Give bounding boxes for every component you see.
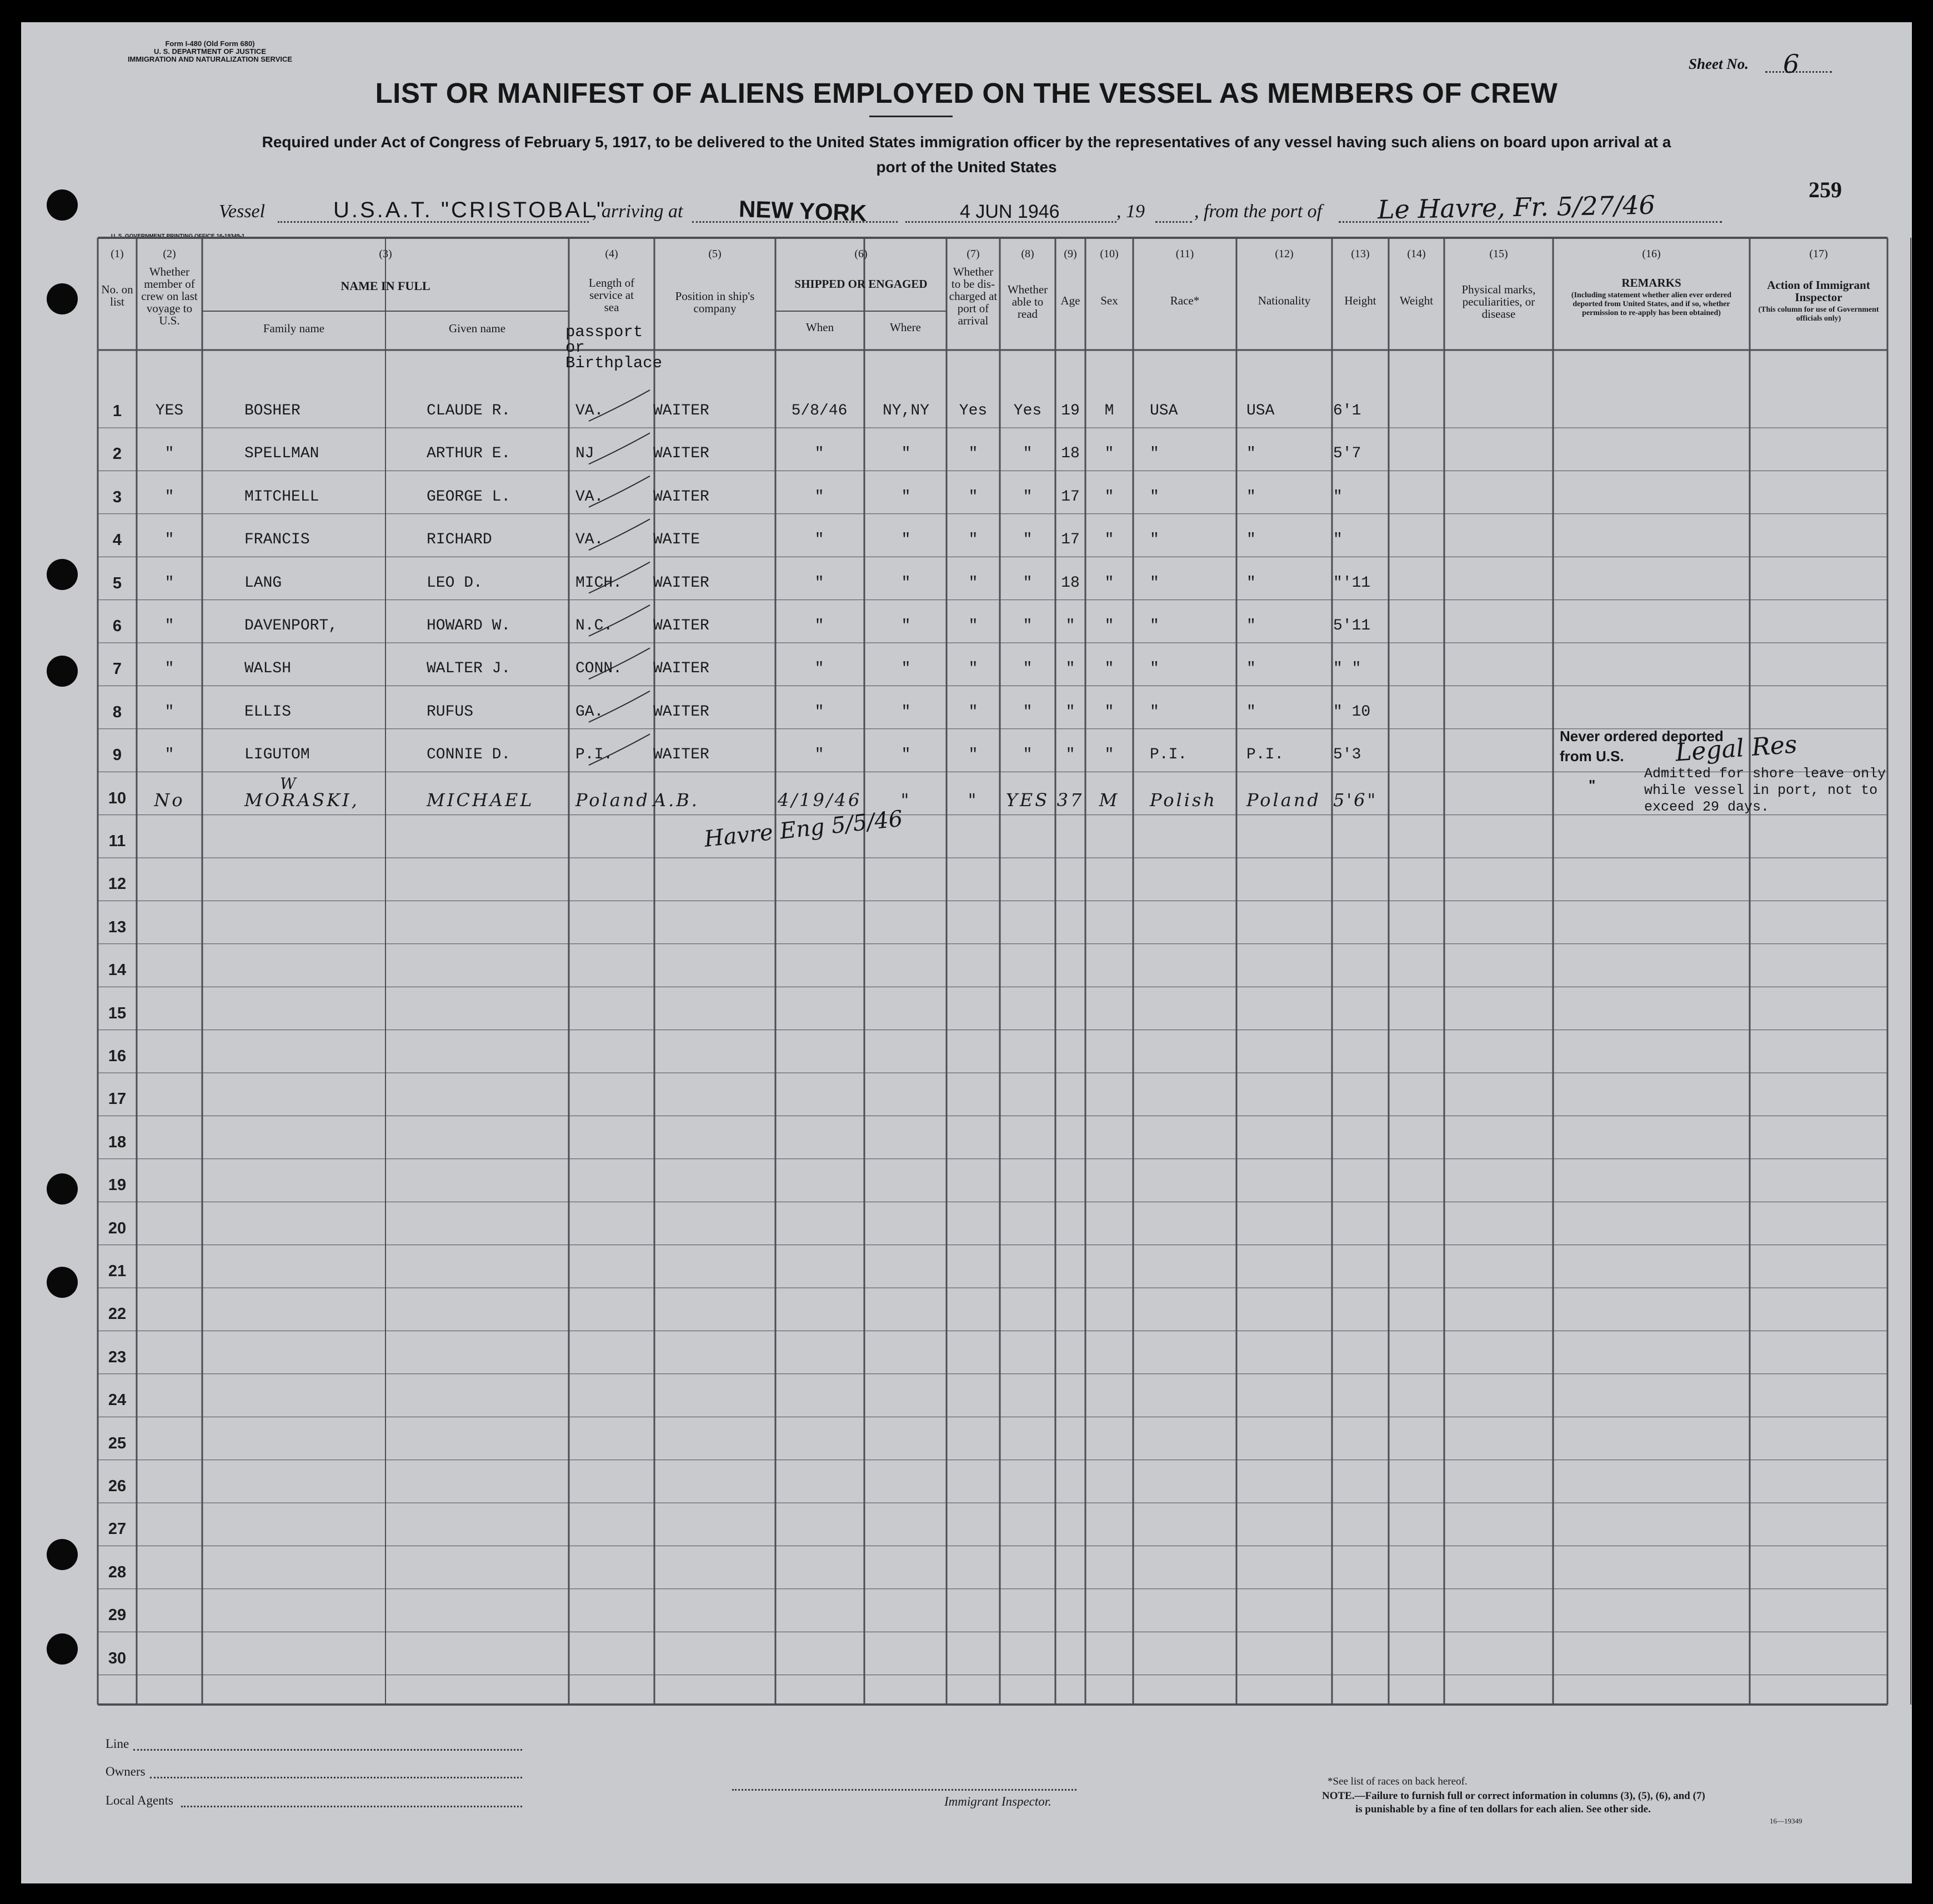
cell-when: "	[814, 488, 824, 506]
punch-hole	[47, 656, 78, 687]
column-label: NAME IN FULL	[340, 279, 430, 293]
cell-nationality: "	[1246, 445, 1256, 463]
cell-given: CONNIE D.	[427, 746, 511, 764]
cell-position: WAITER	[653, 660, 709, 678]
cell-crew: "	[164, 746, 174, 764]
arriving-label: , arriving at	[592, 201, 683, 222]
handwritten-name-correction: W	[280, 774, 296, 793]
column-number: (7)	[966, 248, 980, 260]
inspector-signature-line	[732, 1789, 1076, 1791]
cell-crew: "	[164, 703, 174, 721]
row-number: 20	[108, 1219, 127, 1237]
form-id-block	[110, 40, 310, 63]
column-number: (10)	[1100, 248, 1119, 260]
column-label: Physical marks, peculiarities, or disease	[1461, 283, 1536, 321]
cell-nationality: "	[1246, 660, 1256, 678]
cell-nationality: P.I.	[1246, 746, 1284, 764]
subtitle-line-2: port of the United States	[876, 158, 1057, 176]
cell-height: "'11	[1333, 574, 1371, 592]
cell-sex: "	[1104, 703, 1114, 721]
cell-read: "	[1023, 746, 1033, 764]
punch-hole	[47, 1267, 78, 1298]
cell-discharged: "	[968, 660, 978, 678]
column-label: Position in ship's company	[675, 289, 755, 315]
cell-family: BOSHER	[244, 402, 301, 419]
cell-where: "	[900, 789, 912, 811]
column-number: (9)	[1064, 248, 1077, 260]
cell-crew: YES	[155, 402, 184, 419]
cell-where: "	[901, 445, 911, 463]
cell-where: NY,NY	[882, 402, 929, 419]
cell-position: WAITER	[653, 488, 709, 506]
column-number: (15)	[1489, 248, 1508, 260]
remarks-shore-leave-1: Admitted for shore leave only	[1644, 766, 1886, 782]
cell-height: 5'11	[1333, 617, 1371, 634]
column-number: (4)	[605, 248, 618, 260]
column-number: (13)	[1351, 248, 1370, 260]
column-number: (12)	[1275, 248, 1294, 260]
cell-sex: "	[1104, 746, 1114, 764]
column-number: (17)	[1809, 248, 1828, 260]
cell-nationality: Poland	[1246, 789, 1321, 811]
cell-height: 5'7	[1333, 445, 1361, 463]
row-number: 13	[108, 918, 127, 936]
cell-race: "	[1150, 531, 1159, 549]
cell-sex: "	[1104, 574, 1114, 592]
vessel-label: Vessel	[219, 201, 266, 222]
cell-given: HOWARD W.	[427, 617, 511, 634]
cell-when: "	[814, 445, 824, 463]
cell-position: A.B.	[653, 789, 699, 811]
inspector-column-note: (This column for use of Government officials only)	[1758, 306, 1879, 323]
row-number: 26	[108, 1477, 127, 1495]
cell-family: MITCHELL	[244, 488, 319, 506]
cell-nationality: "	[1246, 488, 1256, 506]
cell-crew: "	[164, 574, 174, 592]
row-number: 28	[108, 1563, 127, 1581]
cell-where: "	[901, 617, 911, 634]
cell-sex: M	[1099, 789, 1120, 811]
cell-height: "	[1333, 531, 1343, 549]
punch-hole	[47, 189, 78, 221]
where-subheader: Where	[890, 321, 921, 334]
cell-discharged: "	[968, 703, 978, 721]
remarks-instructions: (Including statement whether alien ever ordered deported from United States, and if so, whether permission to re-apply has been obtained)	[1571, 291, 1732, 317]
cell-race: "	[1150, 617, 1159, 634]
cell-where: "	[901, 660, 911, 678]
column-number: (2)	[163, 248, 176, 260]
cell-sex: "	[1104, 488, 1114, 506]
cell-age: 17	[1061, 531, 1080, 549]
row-number: 23	[108, 1348, 127, 1366]
form-service: IMMIGRATION AND NATURALIZATION SERVICE	[127, 55, 293, 63]
cell-read: "	[1023, 660, 1033, 678]
remarks-shore-leave-2: while vessel in port, not to	[1644, 782, 1878, 798]
archive-stamp-number: 259	[1809, 177, 1842, 202]
subtitle-line-1: Required under Act of Congress of February 5, 1917, to be delivered to the United States immigration officer by the representatives of any vessel having such aliens on board upon arrival at a	[262, 133, 1671, 151]
cell-read: YES	[1005, 789, 1050, 811]
cell-read: "	[1023, 703, 1033, 721]
cell-when: "	[814, 574, 824, 592]
form-number: Form I-480 (Old Form 680)	[165, 39, 255, 48]
row-number: 30	[108, 1649, 127, 1667]
arrival-date: 4 JUN 1946	[960, 201, 1060, 222]
inspector-label: Immigrant Inspector.	[944, 1795, 1051, 1808]
column-number: (3)	[379, 248, 392, 260]
cell-race: "	[1150, 660, 1159, 678]
cell-where: "	[901, 488, 911, 506]
row-number: 11	[108, 832, 126, 850]
cell-position: WAITE	[653, 531, 700, 549]
footer-owners-field	[150, 1777, 522, 1778]
cell-service: GA.	[575, 703, 604, 721]
cell-read: Yes	[1013, 402, 1042, 419]
row-number: 4	[112, 531, 122, 549]
cell-sex: "	[1104, 617, 1114, 634]
races-note: *See list of races on back hereof.	[1328, 1776, 1468, 1787]
column-label: Whether member of crew on last voyage to U.S.	[141, 265, 198, 327]
from-port-label: , from the port of	[1194, 201, 1323, 222]
column-number: (5)	[708, 248, 722, 260]
punch-hole	[47, 1633, 78, 1665]
cell-age: 18	[1061, 574, 1080, 592]
cell-service: NJ	[575, 445, 594, 463]
cell-discharged: Yes	[959, 402, 988, 419]
row-number: 8	[112, 703, 122, 721]
row-number: 19	[108, 1176, 127, 1195]
row-number: 10	[108, 789, 127, 807]
cell-nationality: "	[1246, 703, 1256, 721]
column-label: Sex	[1100, 294, 1118, 307]
cell-discharged: "	[968, 789, 979, 811]
footer-line-field	[133, 1749, 522, 1751]
cell-race: P.I.	[1150, 746, 1188, 764]
column-number: (8)	[1021, 248, 1034, 260]
form-department: U. S. DEPARTMENT OF JUSTICE	[154, 47, 266, 56]
cell-family: SPELLMAN	[244, 445, 319, 463]
column-number: (11)	[1175, 248, 1194, 260]
cell-service: MICH.	[575, 574, 623, 592]
column-number: (6)	[854, 248, 868, 260]
remarks-handwritten-legal-res: Legal Res	[1674, 730, 1798, 767]
column-label: Height	[1344, 294, 1376, 307]
when-subheader: When	[805, 321, 834, 334]
cell-sex: "	[1104, 531, 1114, 549]
cell-when: 5/8/46	[791, 402, 848, 419]
cell-age: "	[1065, 617, 1075, 634]
cell-height: 5'3	[1333, 746, 1361, 764]
cell-where: "	[901, 531, 911, 549]
cell-nationality: "	[1246, 574, 1256, 592]
cell-when: "	[814, 617, 824, 634]
column-label: Weight	[1399, 294, 1434, 307]
cell-age: "	[1065, 746, 1075, 764]
cell-family: MORASKI,	[244, 789, 359, 811]
cell-discharged: "	[968, 445, 978, 463]
handwritten-discharge-note: Havre Eng 5/5/46	[703, 806, 904, 852]
cell-height: " "	[1333, 660, 1361, 678]
cell-crew: No	[154, 789, 185, 811]
year-line	[1155, 221, 1192, 223]
cell-family: LIGUTOM	[244, 746, 310, 764]
row-number: 15	[108, 1004, 127, 1022]
row-number: 6	[112, 617, 122, 635]
column-label: Whether to be dis-charged at port of arrival	[949, 265, 998, 327]
cell-race: "	[1150, 488, 1159, 506]
cell-race: USA	[1150, 402, 1178, 419]
column-label: Nationality	[1258, 294, 1311, 307]
cell-given: LEO D.	[427, 574, 483, 592]
column-number: (14)	[1407, 248, 1426, 260]
year-label: , 19	[1116, 201, 1145, 222]
row-number: 1	[112, 402, 122, 420]
remarks-never-deported: Never ordered deported	[1560, 728, 1724, 744]
row-number: 21	[108, 1262, 127, 1280]
punch-hole	[47, 1173, 78, 1205]
punch-hole	[47, 283, 78, 314]
column-label: Length of service at sea	[588, 276, 635, 314]
penalty-note-2: is punishable by a fine of ten dollars for each alien. See other side.	[1355, 1803, 1651, 1815]
cell-race: Polish	[1150, 789, 1217, 811]
cell-when: "	[814, 531, 824, 549]
cell-where: "	[901, 703, 911, 721]
row-number: 12	[108, 875, 127, 893]
cell-service: VA.	[575, 531, 604, 549]
column-label: Race*	[1170, 294, 1200, 307]
departure-port: Le Havre, Fr. 5/27/46	[1377, 189, 1656, 225]
cell-sex: M	[1104, 402, 1114, 419]
row-number: 22	[108, 1305, 127, 1323]
cell-given: GEORGE L.	[427, 488, 511, 506]
cell-when: "	[814, 703, 824, 721]
cell-age: 18	[1061, 445, 1080, 463]
column-label: Whether able to read	[1007, 283, 1048, 321]
passport-birthplace-note: passport or Birthplace	[565, 323, 663, 372]
cell-age: "	[1065, 703, 1075, 721]
footer-line-label: Line	[106, 1737, 129, 1751]
column-label: SHIPPED OR ENGAGED	[794, 277, 928, 291]
cell-crew: "	[164, 488, 174, 506]
column-label: Action of Immigrant Inspector	[1767, 278, 1870, 304]
page-title: LIST OR MANIFEST OF ALIENS EMPLOYED ON THE VESSEL AS MEMBERS OF CREW	[375, 77, 1558, 109]
cell-service: P.I.	[575, 746, 613, 764]
cell-family: WALSH	[244, 660, 292, 678]
arriving-port: NEW YORK	[738, 195, 868, 227]
sheet-number: 6	[1783, 49, 1800, 79]
cell-when: "	[814, 660, 824, 678]
footer-agents-field	[181, 1806, 522, 1807]
cell-service: VA.	[575, 488, 604, 506]
cell-discharged: "	[968, 531, 978, 549]
title-underline	[869, 116, 953, 117]
cell-nationality: USA	[1246, 402, 1275, 419]
cell-age: "	[1065, 660, 1075, 678]
cell-position: WAITER	[653, 402, 709, 419]
cell-discharged: "	[968, 574, 978, 592]
row-number: 5	[112, 574, 122, 592]
cell-read: "	[1023, 488, 1033, 506]
cell-read: "	[1023, 574, 1033, 592]
cell-height: 6'1	[1333, 402, 1361, 419]
cell-read: "	[1023, 531, 1033, 549]
printing-office-line: U. S. GOVERNMENT PRINTING OFFICE 16-19349-1	[111, 233, 245, 239]
footer-owners-label: Owners	[106, 1765, 146, 1778]
cell-position: WAITER	[653, 703, 709, 721]
cell-position: WAITER	[653, 617, 709, 634]
cell-read: "	[1023, 617, 1033, 634]
punch-hole	[47, 559, 78, 590]
column-number: (16)	[1642, 248, 1661, 260]
sheet-label: Sheet No.	[1689, 56, 1749, 72]
cell-height: " 10	[1333, 703, 1371, 721]
row-number: 18	[108, 1133, 127, 1151]
cell-sex: "	[1104, 445, 1114, 463]
cell-family: DAVENPORT,	[244, 617, 338, 634]
cell-service: VA.	[575, 402, 604, 419]
cell-age: 17	[1061, 488, 1080, 506]
remarks-ditto-mark: "	[1589, 777, 1596, 793]
column-label: Age	[1060, 294, 1080, 307]
cell-discharged: "	[968, 488, 978, 506]
row-number: 27	[108, 1520, 127, 1538]
column-number: (1)	[111, 248, 124, 260]
cell-nationality: "	[1246, 531, 1256, 549]
row-number: 17	[108, 1090, 127, 1108]
cell-service: N.C.	[575, 617, 613, 634]
cell-crew: "	[164, 660, 174, 678]
cell-height: 5'6"	[1333, 789, 1378, 811]
cell-height: "	[1333, 488, 1343, 506]
cell-crew: "	[164, 445, 174, 463]
row-number: 3	[112, 488, 122, 506]
cell-family: ELLIS	[244, 703, 292, 721]
column-label: REMARKS	[1621, 276, 1681, 289]
cell-position: WAITER	[653, 746, 709, 764]
remarks-shore-leave-3: exceed 29 days.	[1644, 799, 1770, 815]
cell-family: LANG	[244, 574, 282, 592]
cell-given: RUFUS	[427, 703, 474, 721]
row-number: 24	[108, 1391, 127, 1410]
given-name-subheader: Given name	[448, 322, 506, 335]
row-number: 2	[112, 445, 122, 463]
footer-agents-label: Local Agents	[106, 1793, 173, 1807]
row-number: 29	[108, 1606, 127, 1625]
form-code: 16—19349	[1770, 1817, 1802, 1825]
cell-discharged: "	[968, 746, 978, 764]
row-number: 25	[108, 1434, 127, 1452]
column-label: No. on list	[101, 283, 133, 308]
cell-race: "	[1150, 445, 1159, 463]
cell-when: "	[814, 746, 824, 764]
cell-position: WAITER	[653, 445, 709, 463]
cell-nationality: "	[1246, 617, 1256, 634]
cell-given: MICHAEL	[427, 789, 534, 811]
cell-race: "	[1150, 703, 1159, 721]
cell-when: 4/19/46	[778, 789, 862, 811]
cell-sex: "	[1104, 660, 1114, 678]
row-number: 14	[108, 961, 127, 980]
remarks-from-us: from U.S.	[1560, 748, 1624, 764]
cell-age: 37	[1056, 789, 1084, 811]
cell-read: "	[1023, 445, 1033, 463]
cell-age: 19	[1061, 402, 1080, 419]
row-number: 7	[112, 660, 122, 678]
cell-discharged: "	[968, 617, 978, 634]
cell-crew: "	[164, 617, 174, 634]
cell-service: Poland	[575, 789, 650, 811]
row-number: 9	[112, 746, 122, 764]
cell-given: CLAUDE R.	[427, 402, 511, 419]
family-name-subheader: Family name	[263, 322, 325, 335]
cell-given: ARTHUR E.	[427, 445, 511, 463]
penalty-note-1: NOTE.—Failure to furnish full or correct information in columns (3), (5), (6), and (7)	[1322, 1790, 1705, 1802]
cell-given: RICHARD	[427, 531, 492, 549]
row-number: 16	[108, 1047, 127, 1065]
cell-where: "	[901, 746, 911, 764]
cell-family: FRANCIS	[244, 531, 310, 549]
cell-service: CONN.	[575, 660, 623, 678]
punch-hole	[47, 1539, 78, 1570]
cell-given: WALTER J.	[427, 660, 511, 678]
cell-position: WAITER	[653, 574, 709, 592]
vessel-name: U.S.A.T. "CRISTOBAL"	[333, 198, 607, 222]
cell-where: "	[901, 574, 911, 592]
cell-race: "	[1150, 574, 1159, 592]
cell-crew: "	[164, 531, 174, 549]
